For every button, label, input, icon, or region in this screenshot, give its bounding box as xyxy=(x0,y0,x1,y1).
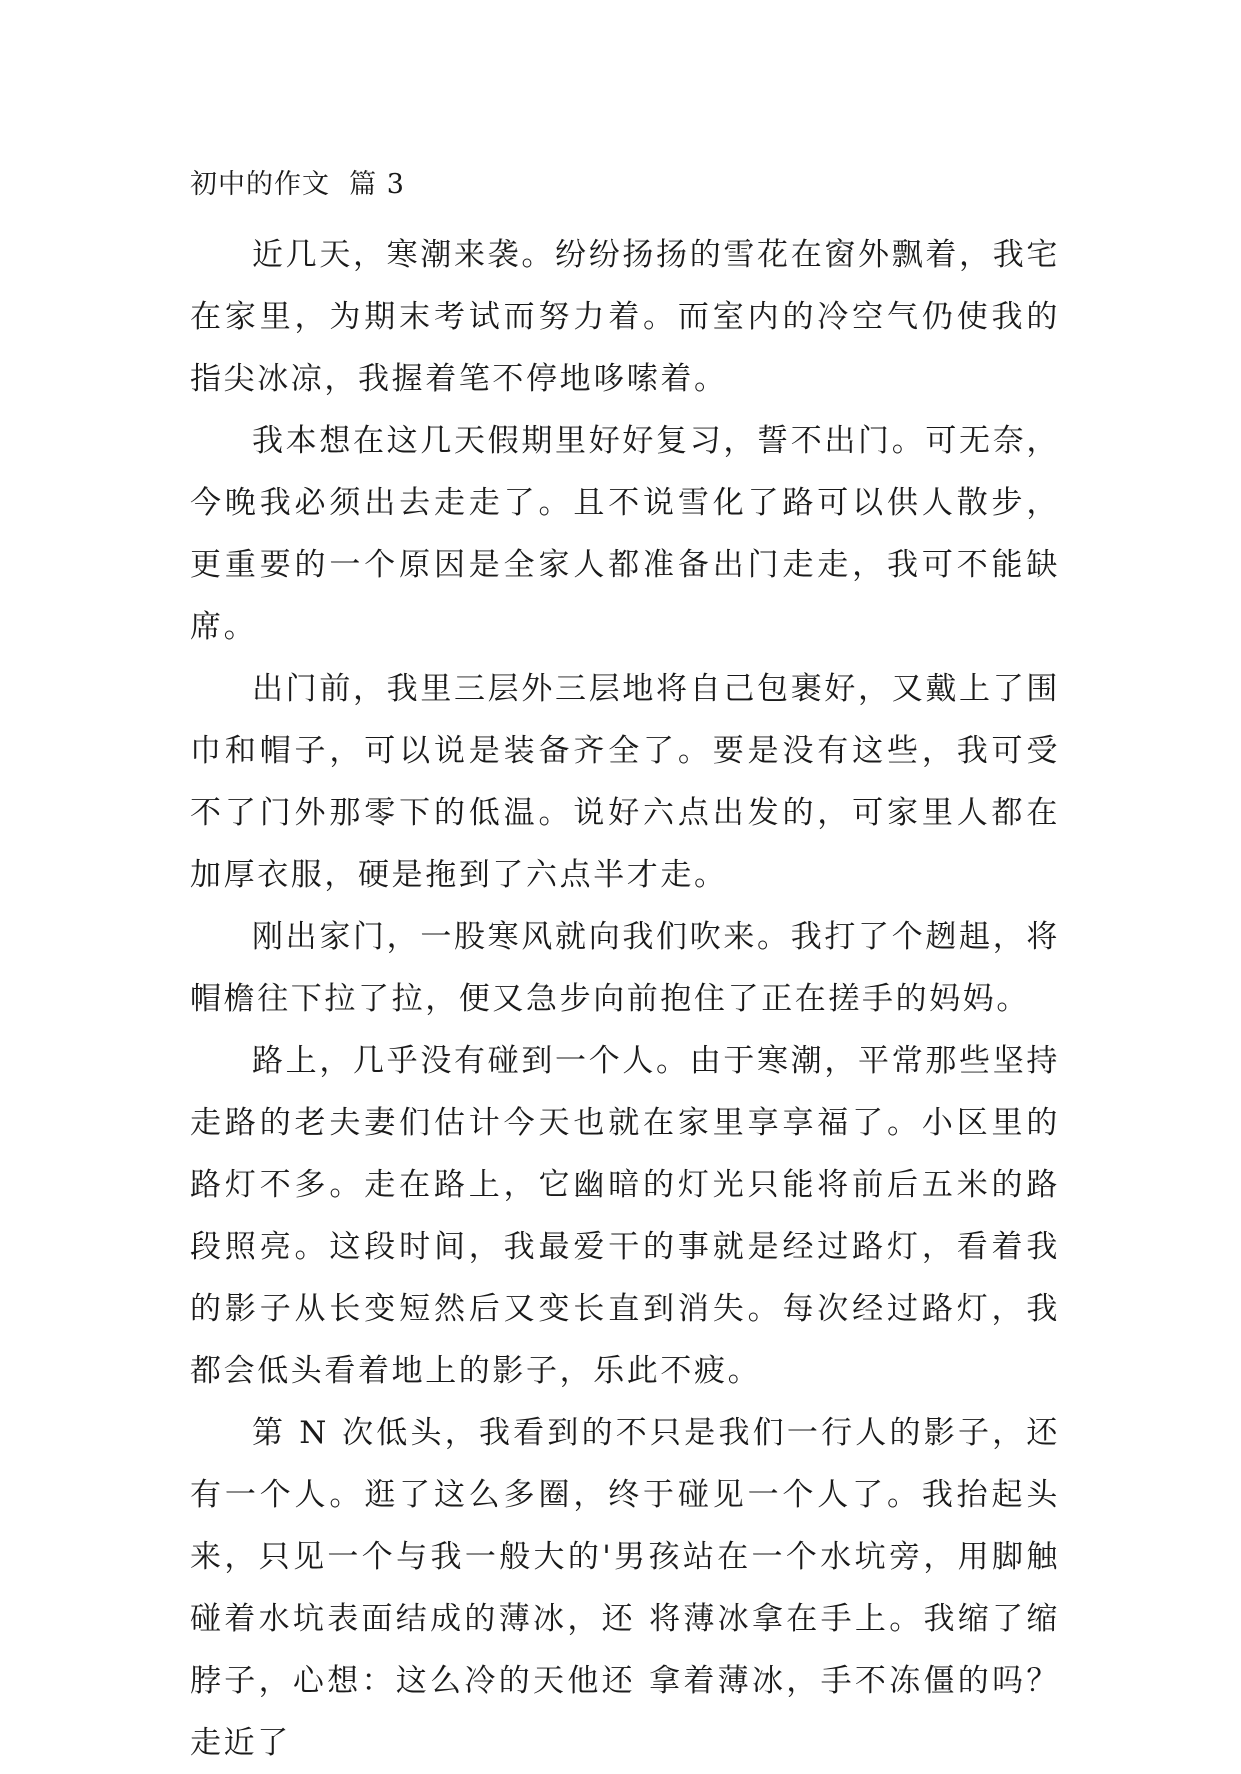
paragraph-3: 出门前，我里三层外三层地将自己包裹好，又戴上了围巾和帽子，可以说是装备齐全了。要是没有这些，我可受不了门外那零下的低温。说好六点出发的，可家里人都在加厚衣服，硬是拖到了六点半才走。 xyxy=(190,671,1060,893)
paragraph-4: 刚出家门，一股寒风就向我们吹来。我打了个趔趄，将帽檐往下拉了拉，便又急步向前抱住了正在搓手的妈妈。 xyxy=(190,919,1060,1017)
essay-body xyxy=(190,224,1060,1774)
paragraph-1: 近几天，寒潮来袭。纷纷扬扬的雪花在窗外飘着，我宅在家里，为期末考试而努力着。而室内的冷空气仍使我的指尖冰凉，我握着笔不停地哆嗦着。 xyxy=(190,237,1060,397)
essay-title: 初中的作文 篇 3 xyxy=(190,169,405,200)
paragraph-2: 我本想在这几天假期里好好复习，誓不出门。可无奈，今晚我必须出去走走了。且不说雪化了路可以供人散步，更重要的一个原因是全家人都准备出门走走，我可不能缺席。 xyxy=(190,423,1060,645)
paragraph-5: 路上，几乎没有碰到一个人。由于寒潮，平常那些坚持走路的老夫妻们估计今天也就在家里享享福了。小区里的路灯不多。走在路上，它幽暗的灯光只能将前后五米的路段照亮。这段时间，我最爱干的事就是经过路灯，看着我的影子从长变短然后又变长直到消失。每次经过路灯，我都会低头看着地上的影子，乐此不疲。 xyxy=(190,1043,1060,1389)
paragraph-6: 第 N 次低头，我看到的不只是我们一行人的影子，还有一个人。逛了这么多圈，终于碰见一个人了。我抬起头来，只见一个与我一般大的'男孩站在一个水坑旁，用脚触碰着水坑表面结成的薄冰，还 将薄冰拿在手上。我缩了缩脖子，心想：这么冷的天他还 拿着薄冰，手不冻僵的吗？走近了 xyxy=(190,1415,1060,1761)
